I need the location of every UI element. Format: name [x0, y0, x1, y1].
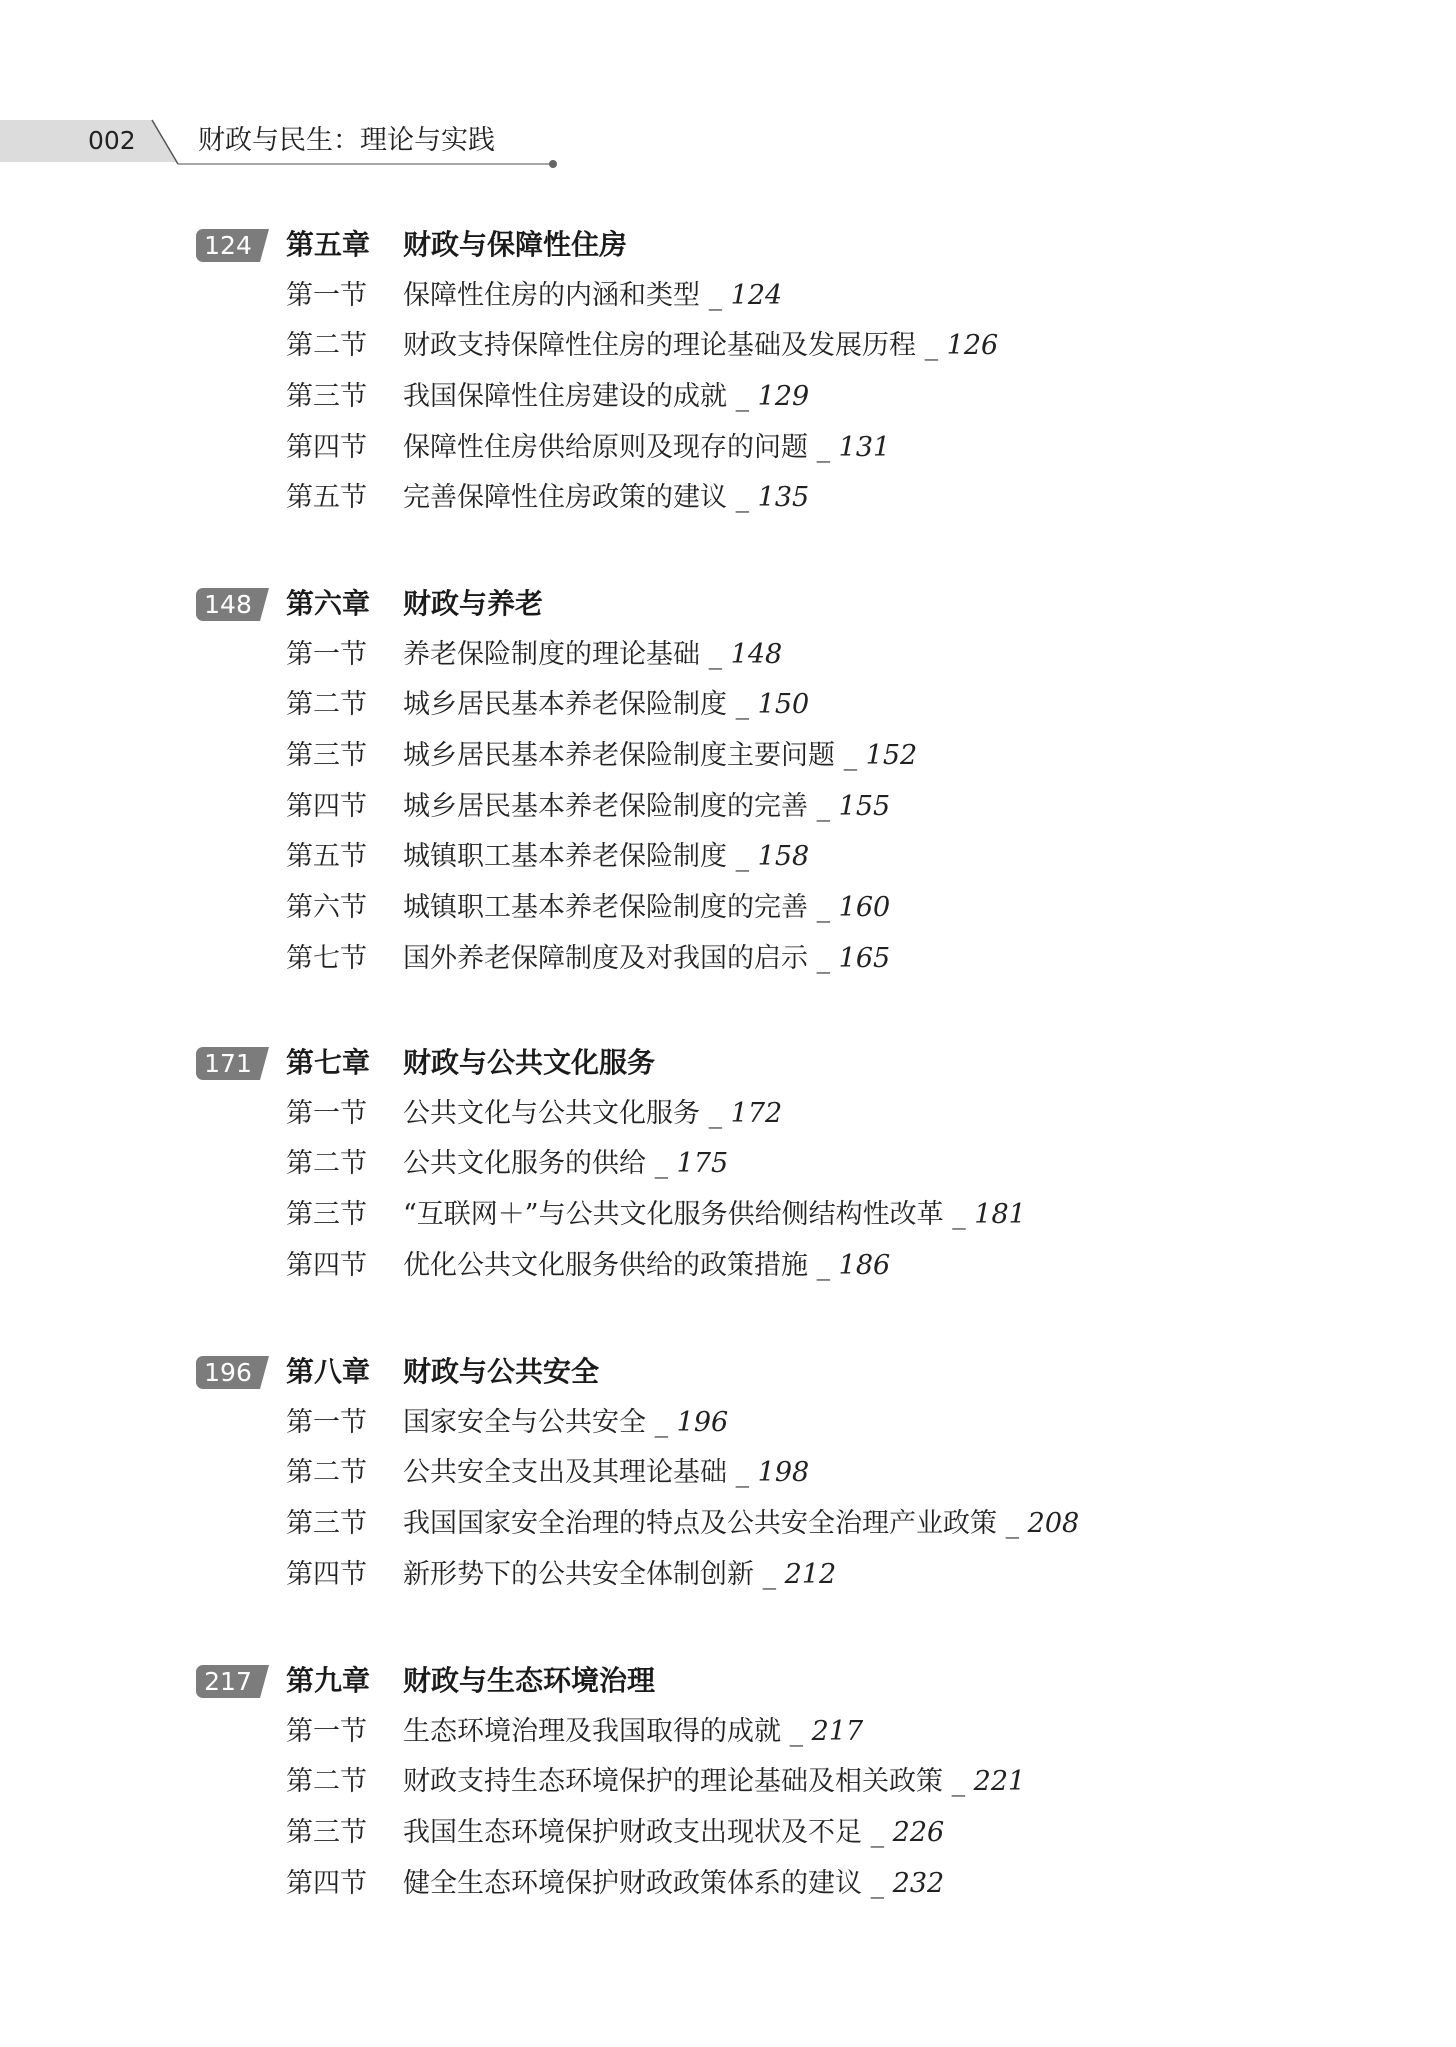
section-page-number: 226: [892, 1816, 945, 1848]
section-title-line: [403, 1815, 944, 1851]
section-title-line: [403, 1557, 836, 1593]
section-page-number: 131: [838, 431, 891, 463]
section-page-number: 232: [892, 1867, 945, 1899]
section-title: 城镇职工基本养老保险制度的完善: [403, 892, 808, 923]
section-number: 第七节: [286, 942, 367, 974]
section-page-number: 175: [676, 1148, 729, 1180]
section-page-number: 181: [974, 1198, 1026, 1230]
running-title: 财政与民生：理论与实践: [198, 125, 495, 156]
chapter-number: 第八章: [286, 1355, 371, 1388]
section-number: 第二节: [286, 330, 367, 362]
section-title-line: [403, 1506, 1079, 1542]
page-separator: _: [727, 482, 758, 514]
section-entry[interactable]: [0, 480, 1456, 516]
section-number: 第一节: [286, 638, 367, 670]
section-title: 财政支持生态环境保护的理论基础及相关政策: [403, 1766, 943, 1798]
section-entry[interactable]: [0, 1506, 1456, 1542]
section-page-number: 124: [730, 279, 783, 311]
section-title-line: [403, 1764, 1025, 1800]
section-number: 第四节: [286, 431, 367, 463]
section-number: 第二节: [286, 689, 367, 721]
page-separator: _: [943, 1198, 975, 1230]
page-separator: _: [862, 1816, 893, 1848]
page-separator: _: [997, 1507, 1028, 1539]
chapter-heading[interactable]: [0, 1663, 1456, 1699]
section-title-line: [403, 1714, 863, 1750]
section-entry[interactable]: [0, 430, 1456, 466]
section-page-number: 150: [757, 689, 810, 721]
chapter-page-badge: 196: [196, 1356, 260, 1389]
page-separator: _: [808, 1249, 839, 1281]
section-title-line: [403, 1146, 728, 1182]
section-title: 我国生态环境保护财政支出现状及不足: [403, 1816, 862, 1848]
section-number: 第四节: [286, 1867, 367, 1899]
section-entry[interactable]: [0, 379, 1456, 415]
section-title: 优化公共文化服务供给的政策措施: [403, 1249, 808, 1281]
section-page-number: 126: [946, 330, 999, 362]
chapter-number: 第五章: [286, 228, 371, 261]
page-separator: _: [727, 841, 758, 873]
section-entry[interactable]: [0, 1714, 1456, 1750]
section-title: 财政支持保障性住房的理论基础及发展历程: [403, 330, 916, 362]
section-title-line: [403, 637, 782, 673]
page-separator: _: [646, 1406, 677, 1438]
chapter-title: 财政与公共文化服务: [403, 1046, 656, 1079]
section-entry[interactable]: [0, 637, 1456, 673]
section-entry[interactable]: [0, 1764, 1456, 1800]
section-title: 我国国家安全治理的特点及公共安全治理产业政策: [403, 1507, 997, 1539]
section-entry[interactable]: [0, 1197, 1456, 1233]
section-page-number: 217: [811, 1715, 864, 1747]
section-number: 第二节: [286, 1148, 367, 1180]
section-title: 保障性住房供给原则及现存的问题: [403, 431, 808, 463]
section-title-line: [403, 1197, 1026, 1233]
chapter-number: 第七章: [286, 1046, 371, 1079]
chapter-number: 第九章: [286, 1664, 371, 1697]
section-number: 第三节: [286, 1816, 367, 1848]
section-title-line: [403, 789, 890, 825]
chapter-page-badge: 124: [196, 229, 260, 262]
section-title-line: [403, 278, 782, 314]
section-title-line: [403, 1866, 944, 1902]
section-title: 公共文化服务的供给: [403, 1148, 646, 1180]
chapter-title: 财政与保障性住房: [403, 228, 628, 261]
page-separator: _: [727, 380, 758, 412]
page-separator: _: [835, 739, 866, 771]
section-number: 第五节: [286, 841, 367, 873]
section-number: 第一节: [286, 279, 367, 311]
chapter-title: 财政与生态环境治理: [403, 1664, 656, 1697]
section-page-number: 212: [784, 1558, 837, 1590]
page-separator: _: [943, 1766, 974, 1798]
chapter-heading[interactable]: [0, 586, 1456, 622]
section-title-line: [403, 1455, 809, 1491]
section-entry[interactable]: [0, 890, 1456, 926]
page-separator: _: [700, 1097, 731, 1129]
section-title: 新形势下的公共安全体制创新: [403, 1558, 754, 1590]
section-number: 第四节: [286, 790, 367, 822]
section-title-line: [403, 941, 890, 977]
page-separator: _: [700, 279, 731, 311]
section-title-line: [403, 379, 809, 415]
section-number: 第四节: [286, 1249, 367, 1281]
section-title: 完善保障性住房政策的建议: [403, 482, 727, 514]
section-number: 第二节: [286, 1766, 367, 1798]
section-page-number: 165: [838, 942, 891, 974]
section-entry[interactable]: [0, 1815, 1456, 1851]
chapter-heading[interactable]: [0, 1045, 1456, 1081]
section-page-number: 158: [757, 841, 810, 873]
section-title: 城乡居民基本养老保险制度的完善: [403, 790, 808, 822]
section-number: 第三节: [286, 739, 367, 771]
chapter-number: 第六章: [286, 587, 371, 620]
running-header: [0, 112, 580, 168]
section-number: 第三节: [286, 1507, 367, 1539]
section-page-number: 221: [973, 1766, 1026, 1798]
section-page-number: 129: [757, 380, 810, 412]
section-title-line: [403, 480, 809, 516]
section-number: 第三节: [286, 1198, 367, 1230]
section-title: 公共文化与公共文化服务: [403, 1097, 700, 1129]
section-title-line: [403, 1405, 728, 1441]
section-title: “互联网＋”与公共文化服务供给侧结构性改革: [403, 1198, 944, 1230]
chapter-heading[interactable]: [0, 227, 1456, 263]
section-title: 养老保险制度的理论基础: [403, 638, 700, 670]
chapter-title: 财政与公共安全: [403, 1355, 600, 1388]
chapter-heading[interactable]: [0, 1354, 1456, 1390]
section-entry[interactable]: [0, 278, 1456, 314]
section-title-line: [403, 738, 917, 774]
section-number: 第三节: [286, 380, 367, 412]
section-title-line: [403, 328, 998, 364]
section-number: 第一节: [286, 1097, 367, 1129]
page-separator: _: [808, 790, 839, 822]
page-separator: _: [646, 1148, 677, 1180]
section-page-number: 186: [838, 1249, 891, 1281]
badge-notch: [260, 1356, 269, 1389]
badge-notch: [260, 588, 269, 621]
section-title: 城乡居民基本养老保险制度主要问题: [403, 739, 835, 771]
chapter-title: 财政与养老: [403, 587, 544, 620]
page-separator: _: [727, 1457, 758, 1489]
section-title-line: [403, 839, 809, 875]
section-title-line: [403, 687, 809, 723]
section-title-line: [403, 1096, 782, 1132]
chapter-page-badge: 171: [196, 1047, 260, 1080]
chapter-page-badge: 148: [196, 588, 260, 621]
badge-notch: [260, 1665, 269, 1698]
section-page-number: 148: [730, 638, 783, 670]
section-page-number: 135: [757, 482, 810, 514]
page-separator: _: [916, 330, 947, 362]
section-title: 城镇职工基本养老保险制度: [403, 841, 727, 873]
section-title: 健全生态环境保护财政政策体系的建议: [403, 1867, 862, 1899]
section-title-line: [403, 1248, 890, 1284]
section-number: 第一节: [286, 1715, 367, 1747]
section-entry[interactable]: [0, 941, 1456, 977]
page-separator: _: [700, 638, 731, 670]
page-separator: _: [754, 1558, 785, 1590]
section-entry[interactable]: [0, 1557, 1456, 1593]
section-number: 第六节: [286, 892, 367, 923]
page-separator: _: [808, 431, 839, 463]
section-page-number: 152: [865, 739, 918, 771]
section-title: 国外养老保障制度及对我国的启示: [403, 942, 808, 974]
section-page-number: 155: [838, 790, 891, 822]
section-page-number: 208: [1027, 1507, 1080, 1539]
section-number: 第四节: [286, 1558, 367, 1590]
section-title-line: [403, 430, 890, 466]
page-separator: _: [808, 942, 839, 974]
section-entry[interactable]: [0, 1096, 1456, 1132]
section-entry[interactable]: [0, 789, 1456, 825]
section-entry[interactable]: [0, 1146, 1456, 1182]
page-number: 002: [88, 126, 136, 155]
page-separator: _: [781, 1715, 812, 1747]
badge-notch: [260, 1047, 269, 1080]
section-title: 我国保障性住房建设的成就: [403, 380, 727, 412]
section-entry[interactable]: [0, 1405, 1456, 1441]
section-page-number: 160: [838, 892, 891, 923]
section-page-number: 198: [757, 1457, 810, 1489]
section-entry[interactable]: [0, 1866, 1456, 1902]
section-number: 第一节: [286, 1406, 367, 1438]
section-entry[interactable]: [0, 1455, 1456, 1491]
section-title: 公共安全支出及其理论基础: [403, 1457, 727, 1489]
section-title: 保障性住房的内涵和类型: [403, 279, 700, 311]
section-entry[interactable]: [0, 328, 1456, 364]
section-page-number: 196: [676, 1406, 729, 1438]
badge-notch: [260, 229, 269, 262]
section-title: 城乡居民基本养老保险制度: [403, 689, 727, 721]
section-entry[interactable]: [0, 687, 1456, 723]
section-number: 第二节: [286, 1457, 367, 1489]
page-separator: _: [727, 689, 758, 721]
section-page-number: 172: [730, 1097, 783, 1129]
section-title: 生态环境治理及我国取得的成就: [403, 1715, 781, 1747]
section-entry[interactable]: [0, 1248, 1456, 1284]
section-entry[interactable]: [0, 738, 1456, 774]
section-title: 国家安全与公共安全: [403, 1406, 646, 1438]
section-entry[interactable]: [0, 839, 1456, 875]
page-separator: _: [862, 1867, 893, 1899]
section-title-line: [403, 890, 890, 926]
section-number: 第五节: [286, 482, 367, 514]
chapter-page-badge: 217: [196, 1665, 260, 1698]
page-separator: _: [808, 892, 839, 923]
